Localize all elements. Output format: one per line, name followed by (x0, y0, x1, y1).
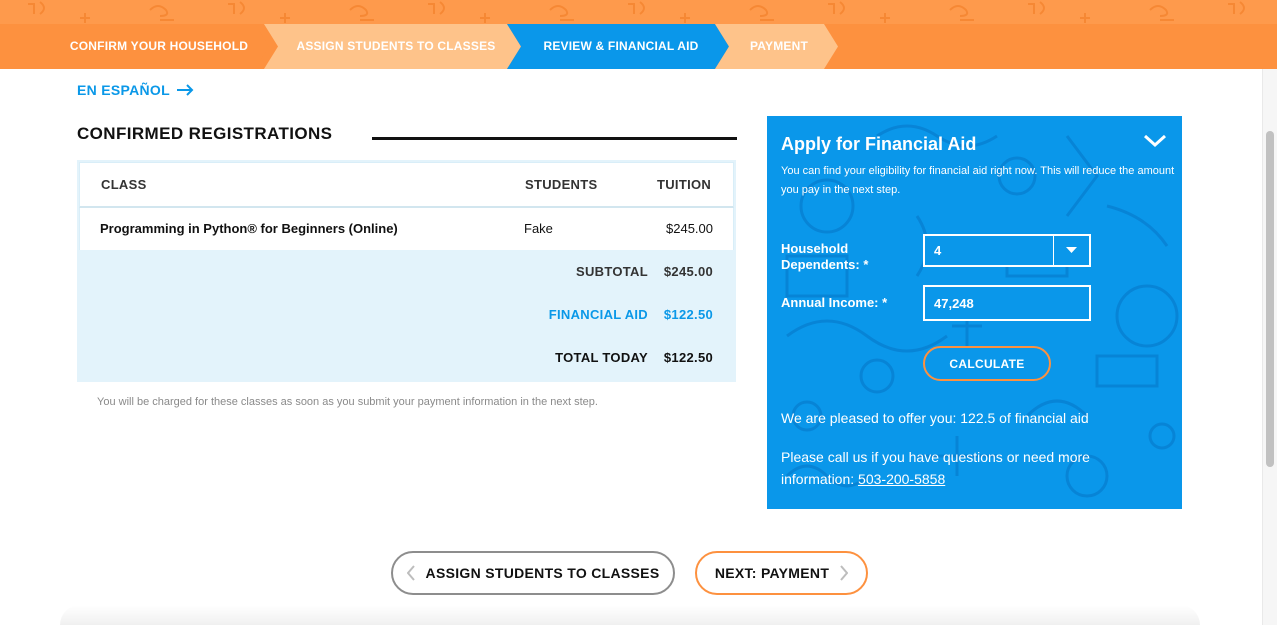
dependents-select[interactable] (923, 234, 1091, 267)
chevron-left-icon (407, 565, 416, 581)
progress-steps (0, 24, 1277, 69)
column-students-header: STUDENTS (525, 177, 598, 192)
aid-offer-text: We are pleased to offer you: 122.5 of financial aid (781, 410, 1089, 426)
financial-aid-value: $122.50 (663, 307, 713, 322)
calculate-button[interactable]: CALCULATE (923, 346, 1051, 381)
chevron-right-icon (839, 565, 848, 581)
row-class-name: Programming in Python® for Beginners (Online) (100, 221, 398, 236)
income-label: Annual Income: * (781, 295, 888, 310)
title-rule (372, 137, 737, 140)
total-today-label: TOTAL TODAY (555, 350, 648, 365)
step-review-financial-aid[interactable]: REVIEW & FINANCIAL AID (543, 39, 699, 53)
contact-note (781, 446, 1161, 490)
footer-shadow (60, 605, 1200, 625)
table-row (79, 208, 734, 250)
registrations-title: CONFIRMED REGISTRATIONS (77, 124, 333, 143)
dependents-dropdown-toggle[interactable] (1053, 236, 1089, 265)
registrations-table (77, 160, 736, 382)
dependents-selected-value: 4 (934, 243, 942, 258)
contact-note-text: Please call us if you have questions or need more information: (781, 449, 1090, 487)
annual-income-input[interactable] (923, 285, 1091, 321)
arrow-right-icon (176, 84, 194, 96)
header-pattern-art (0, 0, 1277, 24)
step-confirm-household[interactable]: CONFIRM YOUR HOUSEHOLD (69, 39, 249, 53)
row-tuition: $245.00 (666, 221, 713, 236)
top-header (0, 0, 1277, 69)
row-student-name: Fake (524, 221, 553, 236)
aid-title: Apply for Financial Aid (781, 134, 977, 154)
chevron-down-icon[interactable] (1141, 130, 1169, 150)
dependents-label-line2: Dependents: * (781, 257, 869, 272)
charge-note: You will be charged for these classes as soon as you submit your payment information in the next step. (97, 396, 598, 408)
aid-description: You can find your eligibility for financial aid right now. This will reduce the amount you pay in the next step. (781, 165, 1175, 196)
spanish-language-link[interactable] (77, 80, 194, 100)
header-pattern (0, 0, 1277, 24)
next-payment-button[interactable] (695, 551, 868, 595)
page-scrollbar[interactable] (1262, 69, 1277, 625)
next-button-label: NEXT: PAYMENT (714, 565, 830, 581)
caret-down-icon (1066, 247, 1077, 254)
financial-aid-label: FINANCIAL AID (548, 307, 648, 322)
step-payment: PAYMENT (749, 39, 809, 53)
column-class-header: CLASS (101, 177, 147, 192)
table-header (79, 162, 734, 208)
dependents-label (781, 241, 868, 273)
back-assign-students-button[interactable] (391, 551, 675, 595)
subtotal-label: SUBTOTAL (576, 264, 648, 279)
column-tuition-header: TUITION (657, 177, 712, 192)
back-button-label: ASSIGN STUDENTS TO CLASSES (425, 565, 660, 581)
dependents-label-line1: Household (781, 241, 849, 256)
spanish-language-label: EN ESPAÑOL (77, 82, 170, 98)
subtotal-value: $245.00 (663, 264, 713, 279)
financial-aid-panel (767, 116, 1182, 509)
phone-link[interactable]: 503-200-5858 (858, 471, 946, 487)
scrollbar-thumb[interactable] (1266, 131, 1274, 467)
step-assign-students[interactable]: ASSIGN STUDENTS TO CLASSES (296, 39, 496, 53)
total-today-value: $122.50 (663, 350, 713, 365)
